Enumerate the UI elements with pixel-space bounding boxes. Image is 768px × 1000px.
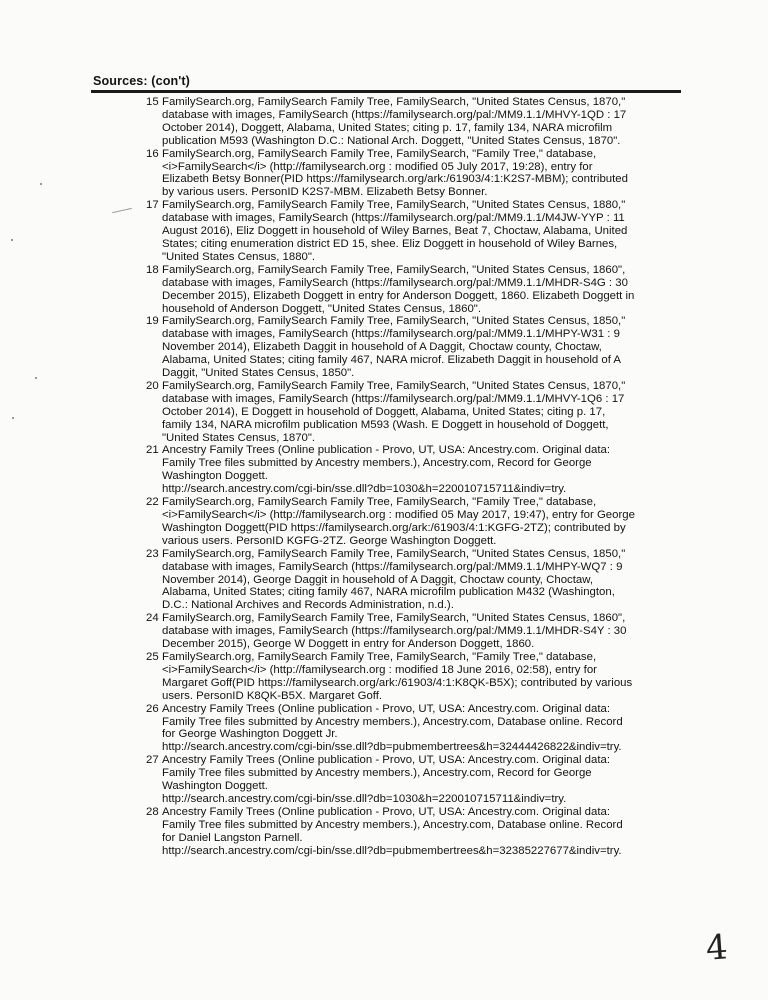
- source-entry: [146, 264, 676, 316]
- source-entry: [146, 444, 676, 496]
- source-line: Ancestry Family Trees (Online publication - Provo, UT, USA: Ancestry.com. Original data:: [162, 754, 610, 767]
- source-line: Alabama, United States; citing family 467, NARA microfilm publication M432 (Washington,: [162, 586, 615, 599]
- source-line: August 2016), Eliz Doggett in household of Wiley Barnes, Beat 7, Choctaw, Alabama, United: [162, 225, 628, 238]
- source-line: "United States Census, 1880".: [162, 250, 316, 263]
- scan-speck: [35, 377, 37, 379]
- source-line: <i>FamilySearch</i> (http://familysearch.org : modified 05 May 2017, 19:47), entry for George: [162, 509, 635, 521]
- source-line: FamilySearch.org, FamilySearch Family Tree, FamilySearch, "United States Census, 1860",: [162, 263, 626, 276]
- source-line: FamilySearch.org, FamilySearch Family Tree, FamilySearch, "United States Census, 1850,": [162, 315, 626, 328]
- source-line: http://search.ancestry.com/cgi-bin/sse.dll?db=pubmembertrees&h=32385227677&indiv=try.: [162, 844, 622, 857]
- scan-mark: [112, 208, 132, 213]
- source-line: States; citing enumeration district ED 15, shee. Eliz Doggett in household of Wiley Barnes,: [162, 237, 618, 250]
- source-line: family 134, NARA microfilm publication M593 (Wash. E Doggett in household of Doggett,: [162, 418, 609, 431]
- source-line: database with images, FamilySearch (https://familysearch.org/pal:/MM9.1.1/MHDR-S4Y : 30: [162, 625, 627, 638]
- source-line: D.C.: National Archives and Records Administration, n.d.).: [162, 599, 454, 612]
- source-line: for George Washington Doggett Jr.: [162, 728, 338, 741]
- source-line: FamilySearch.org, FamilySearch Family Tree, FamilySearch, "United States Census, 1870,": [162, 96, 626, 108]
- source-line: October 2014), Doggett, Alabama, United States; citing p. 17, family 134, NARA microfilm: [162, 121, 613, 134]
- source-number: 20: [146, 379, 159, 392]
- source-number: 28: [146, 805, 159, 818]
- source-number: 23: [146, 547, 159, 560]
- source-line: http://search.ancestry.com/cgi-bin/sse.dll?db=1030&h=220010715711&indiv=try.: [162, 792, 567, 805]
- scan-speck: [11, 239, 13, 241]
- source-line: FamilySearch.org, FamilySearch Family Tree, FamilySearch, "United States Census, 1870,": [162, 379, 626, 392]
- source-line: http://search.ancestry.com/cgi-bin/sse.dll?db=pubmembertrees&h=32444426822&indiv=try.: [162, 741, 622, 754]
- source-number: 18: [146, 263, 159, 276]
- source-entry: [146, 806, 676, 858]
- source-line: FamilySearch.org, FamilySearch Family Tree, FamilySearch, "United States Census, 1860",: [162, 612, 626, 625]
- source-line: database with images, FamilySearch (https://familysearch.org/pal:/MM9.1.1/MHVY-1Q6 : 17: [162, 392, 625, 405]
- source-number: 17: [146, 199, 159, 212]
- source-line: FamilySearch.org, FamilySearch Family Tree, FamilySearch, "United States Census, 1850,": [162, 547, 626, 560]
- source-number: 27: [146, 754, 159, 767]
- source-line: for Daniel Langston Parnell.: [162, 831, 303, 844]
- handwritten-page-number: 4: [704, 927, 730, 969]
- source-number: 22: [146, 496, 159, 509]
- source-line: Alabama, United States; citing family 467, NARA microf. Elizabeth Daggit in household of A: [162, 354, 622, 367]
- source-entry: [146, 496, 676, 548]
- source-entry: [146, 754, 676, 806]
- source-line: Margaret Goff(PID https://familysearch.org/ark:/61903/4:1:K8QK-B5X); contributed by various: [162, 676, 633, 689]
- scan-speck: [12, 417, 14, 419]
- source-entry: [146, 148, 676, 200]
- source-line: http://search.ancestry.com/cgi-bin/sse.dll?db=1030&h=220010715711&indiv=try.: [162, 483, 567, 496]
- source-line: various users. PersonID KGFG-2TZ. George Washington Doggett.: [162, 534, 497, 547]
- source-line: users. PersonID K8QK-B5X. Margaret Goff.: [162, 689, 383, 702]
- source-number: 25: [146, 650, 159, 663]
- source-line: Washington Doggett.: [162, 780, 268, 793]
- source-line: Family Tree files submitted by Ancestry members.), Ancestry.com, Database online. Record: [162, 715, 623, 728]
- source-number: 26: [146, 702, 159, 715]
- source-line: December 2015), George W Doggett in entry for Anderson Doggett, 1860.: [162, 638, 535, 651]
- source-line: FamilySearch.org, FamilySearch Family Tree, FamilySearch, "Family Tree," database,: [162, 650, 597, 663]
- source-entry: [146, 703, 676, 755]
- source-line: Family Tree files submitted by Ancestry members.), Ancestry.com, Record for George: [162, 457, 592, 470]
- source-line: Family Tree files submitted by Ancestry members.), Ancestry.com, Database online. Record: [162, 818, 623, 831]
- source-entry: [146, 199, 676, 264]
- heading-rule: [91, 90, 681, 93]
- source-line: publication M593 (Washington D.C.: National Arch. Doggett, "United States Census, 1870".: [162, 134, 621, 147]
- source-line: household of Anderson Doggett, "United States Census, 1860".: [162, 302, 482, 315]
- source-entry: [146, 315, 676, 380]
- source-line: Ancestry Family Trees (Online publication - Provo, UT, USA: Ancestry.com. Original data:: [162, 444, 610, 457]
- source-line: October 2014), E Doggett in household of Doggett, Alabama, United States; citing p. 17,: [162, 405, 606, 418]
- source-line: Ancestry Family Trees (Online publication - Provo, UT, USA: Ancestry.com. Original data:: [162, 702, 610, 715]
- source-number: 15: [146, 96, 159, 108]
- source-entry: [146, 380, 676, 445]
- source-line: by various users. PersonID K2S7-MBM. Elizabeth Betsy Bonner.: [162, 186, 488, 199]
- source-line: November 2014), Elizabeth Daggit in household of A Daggit, Choctaw county, Choctaw,: [162, 341, 602, 354]
- source-line: "United States Census, 1870".: [162, 431, 316, 444]
- source-line: November 2014), George Daggit in household of A Daggit, Choctaw county, Choctaw,: [162, 573, 593, 586]
- source-line: December 2015), Elizabeth Doggett in entry for Anderson Doggett, 1860. Elizabeth Doggett in: [162, 289, 635, 302]
- source-entry: [146, 548, 676, 613]
- source-line: Family Tree files submitted by Ancestry members.), Ancestry.com, Record for George: [162, 767, 592, 780]
- source-line: Elizabeth Betsy Bonner(PID https://familysearch.org/ark:/61903/4:1:K2S7-MBM); contributed: [162, 173, 628, 186]
- source-number: 21: [146, 444, 159, 457]
- source-line: database with images, FamilySearch (https://familysearch.org/pal:/MM9.1.1/MHPY-W31 : 9: [162, 328, 620, 341]
- source-number: 19: [146, 315, 159, 328]
- source-line: database with images, FamilySearch (https://familysearch.org/pal:/MM9.1.1/M4JW-YYP : 11: [162, 212, 625, 225]
- source-line: database with images, FamilySearch (https://familysearch.org/pal:/MM9.1.1/MHVY-1QD : 17: [162, 108, 627, 121]
- source-line: Washington Doggett(PID https://familysearch.org/ark:/61903/4:1:KGFG-2TZ); contributed by: [162, 521, 626, 534]
- source-line: FamilySearch.org, FamilySearch Family Tree, FamilySearch, "Family Tree," database,: [162, 496, 597, 509]
- source-entry: [146, 612, 676, 651]
- source-line: <i>FamilySearch</i> (http://familysearch.org : modified 18 June 2016, 02:58), entry for: [162, 663, 597, 676]
- source-entry: [146, 651, 676, 703]
- source-line: Ancestry Family Trees (Online publication - Provo, UT, USA: Ancestry.com. Original data:: [162, 805, 610, 818]
- source-line: FamilySearch.org, FamilySearch Family Tree, FamilySearch, "United States Census, 1880,": [162, 199, 626, 212]
- source-number: 24: [146, 612, 159, 625]
- source-line: <i>FamilySearch</i> (http://familysearch.org : modified 05 July 2017, 19:28), entry for: [162, 160, 593, 173]
- source-line: Daggit, "United States Census, 1850".: [162, 367, 355, 380]
- source-entry: [146, 96, 676, 148]
- source-line: Washington Doggett.: [162, 470, 268, 483]
- source-line: database with images, FamilySearch (https://familysearch.org/pal:/MM9.1.1/MHDR-S4G : 30: [162, 276, 628, 289]
- scan-speck: [40, 183, 42, 185]
- source-number: 16: [146, 147, 159, 160]
- sources-list: [146, 96, 676, 857]
- source-line: FamilySearch.org, FamilySearch Family Tree, FamilySearch, "Family Tree," database,: [162, 147, 597, 160]
- source-line: database with images, FamilySearch (https://familysearch.org/pal:/MM9.1.1/MHPY-WQ7 : 9: [162, 560, 623, 573]
- section-heading: Sources: (con't): [93, 74, 190, 88]
